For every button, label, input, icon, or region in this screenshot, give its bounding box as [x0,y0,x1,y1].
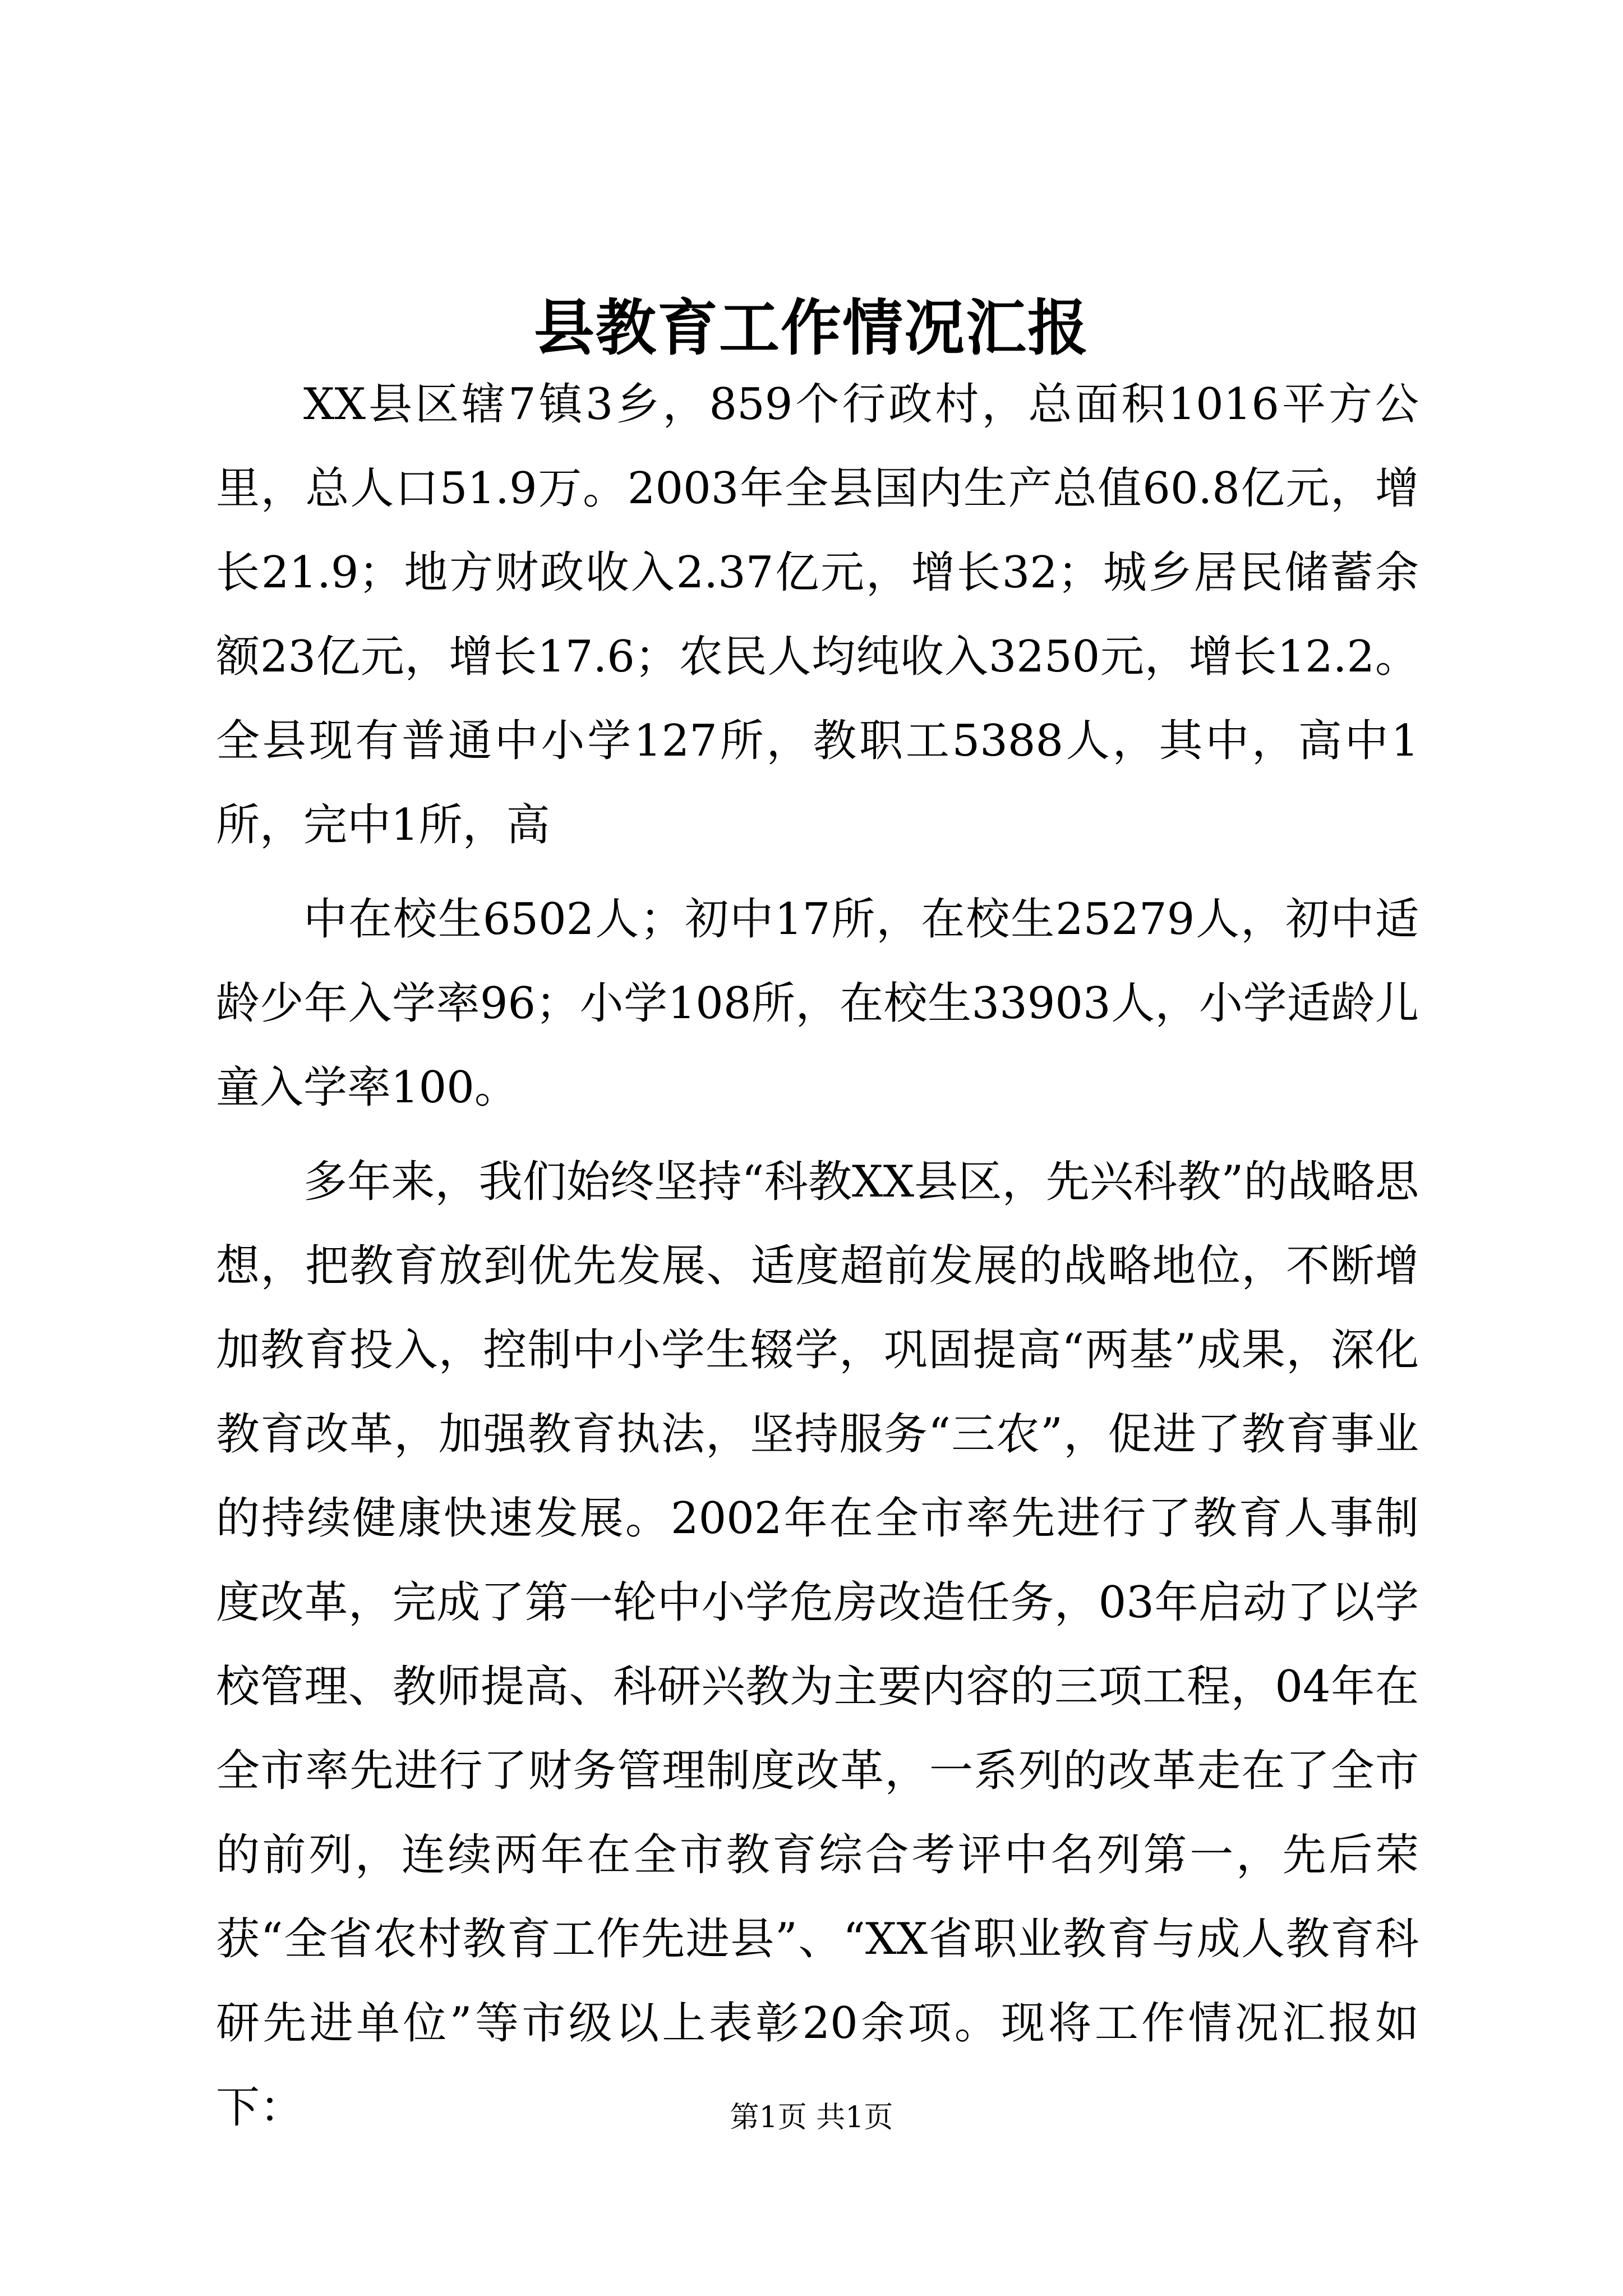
paragraph-enrollment: 中在校生6502人；初中17所，在校生25279人，初中适龄少年入学率96；小学108所，在校生33903人，小学适龄儿童入学率100。 [216,894,1419,1113]
document-title: 县教育工作情况汇报 [533,293,1089,364]
paragraph-achievements: 多年来，我们始终坚持“科教XX县区，先兴科教”的战略思想，把教育放到优先发展、适度超前发展的战略地位，不断增加教育投入，控制中小学生辍学，巩固提高“两基”成果，深化教育改革，加强教育执法，坚持服务“三农”，促进了教育事业的持续健康快速发展。2002年在全市率先进行了教育人事制度改革，完成了第一轮中小学危房改造任务，03年启动了以学校管理、教师提高、科研兴教为主要内容的三项工程，04年在全市率先进行了财务管理制度改革，一系列的改革走在了全市的前列，连续两年在全市教育综合考评中名列第一，先后荣获“全省农村教育工作先进县”、“XX省职业教育与成人教育科研先进单位”等市级以上表彰20余项。现将工作情况汇报如下： [216,1157,1419,2133]
page-footer: 第1页 共1页 [730,2101,893,2134]
document-body [216,362,1419,2150]
paragraph-overview: XX县区辖7镇3乡，859个行政村，总面积1016平方公里，总人口51.9万。2003年全县国内生产总值60.8亿元，增长21.9；地方财政收入2.37亿元，增长32；城乡居民储蓄余额23亿元，增长17.6；农民人均纯收入3250元，增长12.2。全县现有普通中小学127所，教职工5388人，其中，高中1所，完中1所，高 [216,379,1419,850]
